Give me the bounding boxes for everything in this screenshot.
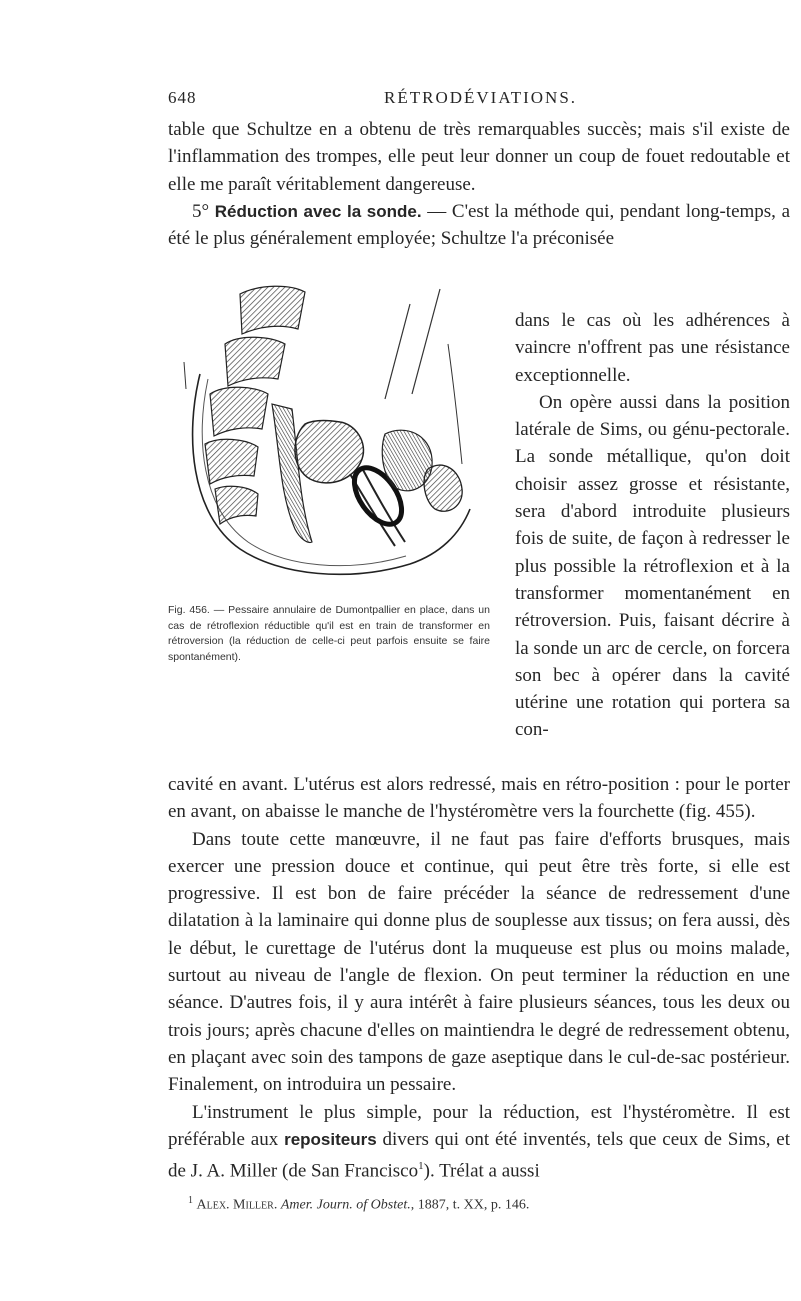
footnote (188, 1195, 788, 1214)
section-heading: Réduction avec la sonde. (214, 201, 422, 221)
running-title: RÉTRODÉVIATIONS. (384, 88, 578, 107)
figure-caption: Fig. 456. — Pessaire annulaire de Dumontpallier en place, dans un cas de rétroflexion réductible qu'il est en train de transformer en rétroversion (la réduction de celle-ci peut parfois ensuite se faire spontanément). (168, 604, 490, 663)
right-column-paragraph: On opère aussi dans la position latérale de Sims, ou génu-pectorale. La sonde métallique, qu'on doit choisir assez grosse et résistante, sera d'abord introduite plusieurs fois de suite, de façon à redresser le plus possible la rétroflexion et à la transformer momentanément en rétroversion. Puis, faisant décrire à la sonde un arc de cercle, on forcera son bec à opérer dans la cavité utérine une rotation qui portera sa con- (515, 391, 790, 741)
right-column-continuation: dans le cas où les adhérences à vaincre n'offrent pas une résistance exceptionnelle. (515, 310, 790, 386)
anatomical-figure (180, 284, 490, 594)
paragraph3-part-b: divers qui ont été inventés, tels que ceux de Sims, et de J. A. Miller (de San Francisco (168, 1128, 790, 1182)
main-paragraph-2: Dans toute cette manœuvre, il ne faut pas faire d'efforts brusques, mais exercer une pression douce et continue, qui peut être très forte, si elle est progressive. Il est bon de faire précéder la séance de redressement d'une dilatation à la laminaire qui donne plus de souplesse aux tissus; on fera aussi, dès le début, le curettage de l'utérus dont la muqueuse est plus ou moins malade, surtout au niveau de l'angle de flexion. On peut terminer la réduction en une séance. D'autres fois, il y aura intérêt à faire plusieurs séances, tous les deux ou trois jours; après chacune d'elles on maintiendra le degré de redressement obtenu, en plaçant avec soin des tampons de gaze aseptique dans le cul-de-sac postérieur. Finalement, on introduira un pessaire. (168, 828, 790, 1096)
pelvis-section-illustration (180, 284, 490, 594)
repositeurs-term: repositeurs (284, 1129, 377, 1149)
paragraph3-part-c: ). Trélat a aussi (423, 1160, 540, 1182)
paragraph3-part-a: L'instrument le plus simple, pour la réduction, est l'hystéromètre. Il est préférable aux (168, 1101, 790, 1150)
main-text-block (168, 771, 790, 1185)
running-header (168, 88, 788, 112)
section-text: — C'est la méthode qui, pendant long-temps, a été le plus généralement employée; Schultze l'a préconisée (168, 200, 791, 250)
footnote-details: , 1887, t. XX, p. 146. (410, 1197, 530, 1213)
footnote-author: Alex. Miller. (196, 1197, 278, 1213)
main-continuation: cavité en avant. L'utérus est alors redressé, mais en rétro-position : pour le porter en avant, on abaisse le manche de l'hystéromètre vers la fourchette (fig. 455). (168, 774, 790, 823)
page-number: 648 (168, 88, 197, 107)
continuation-paragraph: table que Schultze en a obtenu de très remarquables succès; mais s'il existe de l'inflammation des trompes, elle peut leur donner un coup de fouet redoutable et elle me paraît véritablement dangereuse. (168, 119, 790, 195)
section-number: 5° (192, 200, 210, 222)
top-text-block (168, 116, 790, 252)
right-column-text (515, 307, 790, 744)
section-5-paragraph (168, 198, 790, 253)
main-paragraph-3 (168, 1099, 790, 1185)
footnote-journal: Amer. Journ. of Obstet. (280, 1197, 411, 1213)
footnote-mark: 1 (188, 1195, 193, 1206)
footnote-reference[interactable]: 1 (418, 1160, 424, 1173)
